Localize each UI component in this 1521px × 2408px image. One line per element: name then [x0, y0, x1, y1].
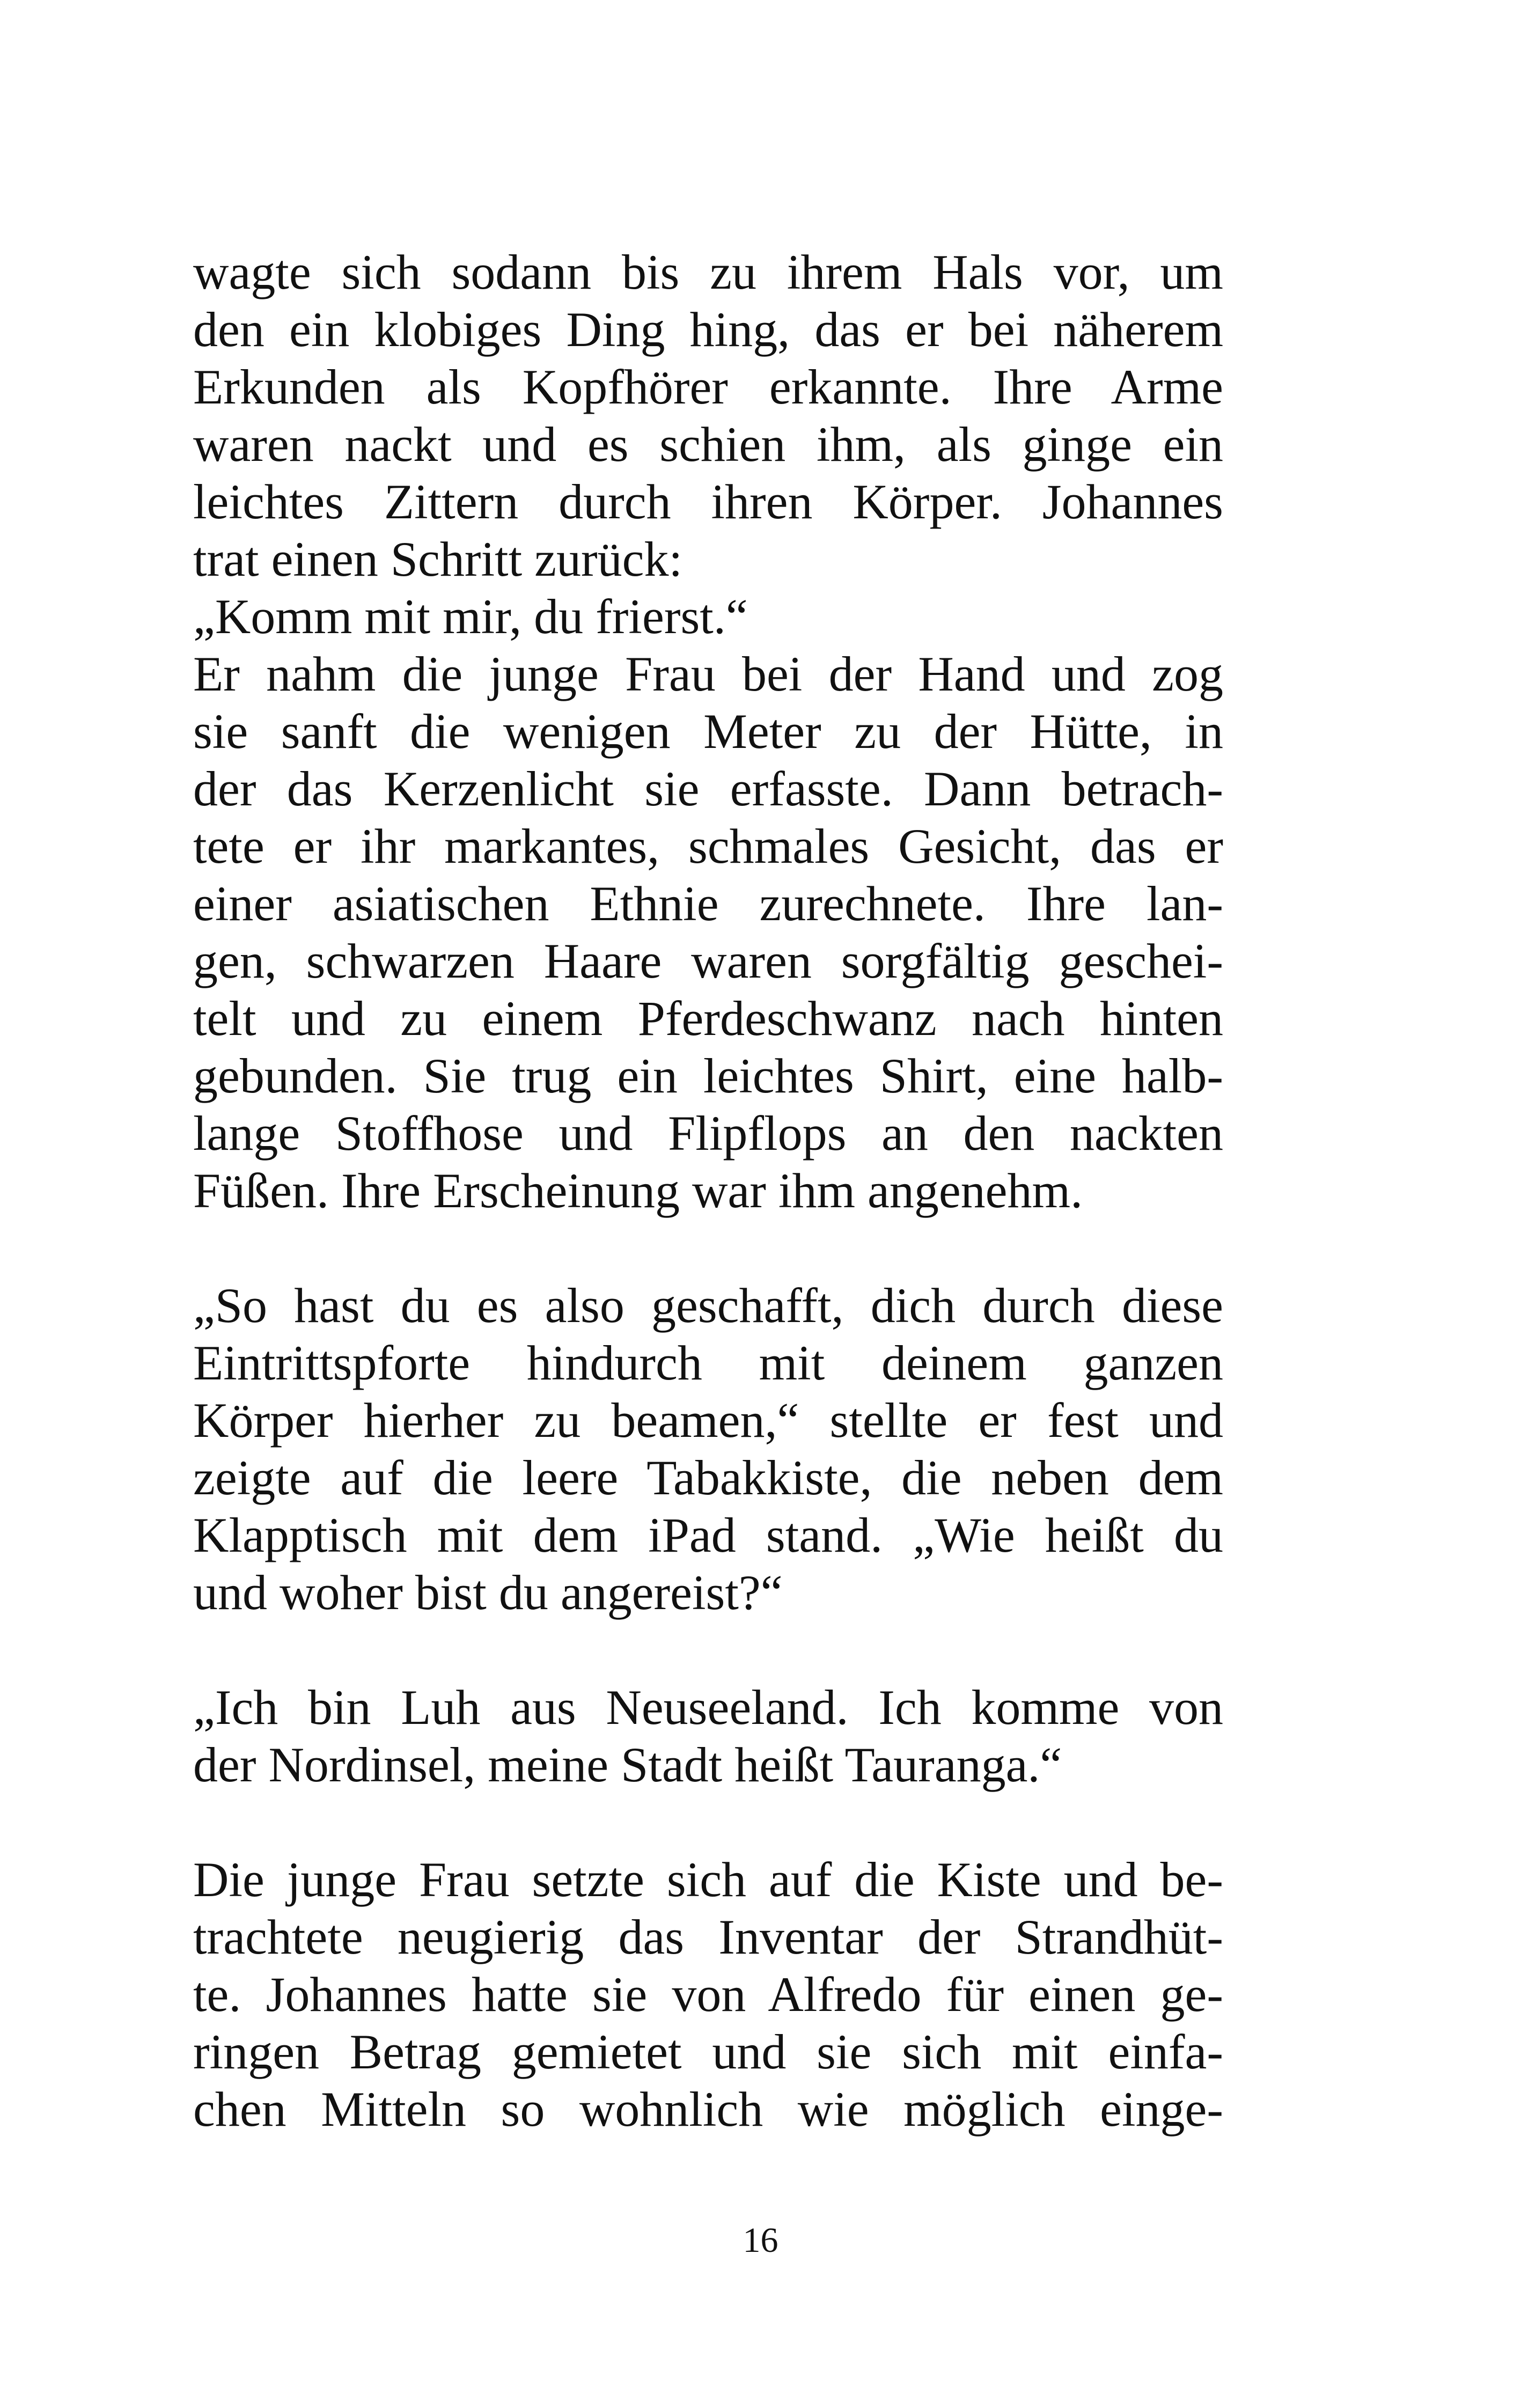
text-line: tete er ihr markantes, schmales Gesicht, das er — [193, 819, 1223, 873]
text-line: der Nordinsel, meine Stadt heißt Tauranga.“ — [193, 1737, 1062, 1792]
text-line: der das Kerzenlicht sie erfasste. Dann betrach- — [193, 761, 1223, 816]
text-line: den ein klobiges Ding hing, das er bei näherem — [193, 302, 1223, 357]
text-line: Körper hierher zu beamen,“ stellte er fest und — [193, 1393, 1223, 1448]
paragraph — [193, 1679, 1223, 1794]
paragraph — [193, 1277, 1223, 1621]
paragraph — [193, 645, 1223, 1220]
page-number: 16 — [743, 2221, 778, 2260]
text-line: sie sanft die wenigen Meter zu der Hütte, in — [193, 704, 1223, 759]
text-line: Füßen. Ihre Erscheinung war ihm angenehm. — [193, 1163, 1083, 1218]
text-line: gebunden. Sie trug ein leichtes Shirt, eine halb- — [193, 1048, 1223, 1103]
text-line: zeigte auf die leere Tabakkiste, die neben dem — [193, 1450, 1223, 1505]
text-line: und woher bist du angereist?“ — [193, 1565, 783, 1620]
text-line: Er nahm die junge Frau bei der Hand und zog — [193, 647, 1223, 701]
text-line: „So hast du es also geschafft, dich durch diese — [193, 1278, 1223, 1333]
paragraph-gap — [193, 1621, 1223, 1679]
paragraph — [193, 244, 1223, 588]
paragraph-gap — [193, 1220, 1223, 1277]
text-line: Erkunden als Kopfhörer erkannte. Ihre Arme — [193, 359, 1223, 414]
text-line: trachtete neugierig das Inventar der Strandhüt- — [193, 1910, 1223, 1964]
text-line: einer asiatischen Ethnie zurechnete. Ihre lan- — [193, 876, 1223, 931]
text-line: waren nackt und es schien ihm, als ginge ein — [193, 417, 1223, 472]
text-line: gen, schwarzen Haare waren sorgfältig geschei- — [193, 934, 1223, 988]
text-line: trat einen Schritt zurück: — [193, 532, 683, 586]
text-line: wagte sich sodann bis zu ihrem Hals vor, um — [193, 245, 1223, 299]
text-line: Klapptisch mit dem iPad stand. „Wie heißt du — [193, 1508, 1223, 1562]
text-line: ringen Betrag gemietet und sie sich mit einfa- — [193, 2024, 1223, 2079]
text-line: Die junge Frau setzte sich auf die Kiste und be- — [193, 1852, 1223, 1907]
body-text — [193, 244, 1223, 2138]
paragraph — [193, 1851, 1223, 2138]
text-line: „Komm mit mir, du frierst.“ — [193, 589, 748, 644]
text-line: chen Mitteln so wohnlich wie möglich einge- — [193, 2082, 1223, 2137]
text-line: leichtes Zittern durch ihren Körper. Johannes — [193, 474, 1223, 529]
text-line: te. Johannes hatte sie von Alfredo für einen ge- — [193, 1967, 1223, 2022]
text-line: „Ich bin Luh aus Neuseeland. Ich komme von — [193, 1680, 1223, 1735]
text-line: telt und zu einem Pferdeschwanz nach hinten — [193, 991, 1223, 1046]
text-line: lange Stoffhose und Flipflops an den nackten — [193, 1106, 1223, 1161]
paragraph — [193, 588, 1223, 645]
paragraph-gap — [193, 1794, 1223, 1851]
text-line: Eintrittspforte hindurch mit deinem ganzen — [193, 1335, 1223, 1390]
